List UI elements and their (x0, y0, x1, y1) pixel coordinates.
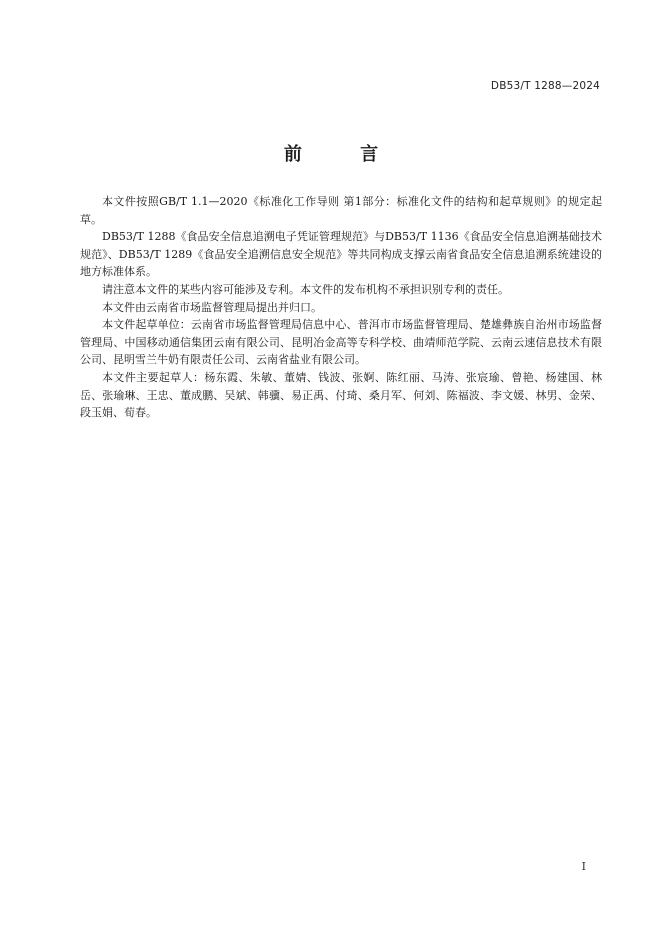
paragraph-drafting-units: 本文件起草单位：云南省市场监督管理局信息中心、普洱市市场监督管理局、楚雄彝族自治州市场监督管理局、中国移动通信集团云南有限公司、昆明冶金高等专科学校、曲靖师范学院、云南云速信息技术有限公司、昆明雪兰牛奶有限责任公司、云南省盐业有限公司。 (80, 318, 602, 367)
paragraph-patent-notice: 请注意本文件的某些内容可能涉及专利。本文件的发布机构不承担识别专利的责任。 (102, 282, 509, 296)
paragraph-proposer: 本文件由云南省市场监督管理局提出并归口。 (102, 300, 322, 314)
paragraph-drafters: 本文件主要起草人：杨东霞、朱敏、董婧、钱波、张婀、陈红丽、马涛、张宸瑜、曾艳、杨建国、林岳、张瑜琳、王忠、董成鹏、吴斌、韩骥、易正禹、付琦、桑月军、何刘、陈福波、李文媛、林男、金荣、段玉娟、荀春。 (80, 370, 602, 420)
page-title: 前 言 (283, 144, 405, 165)
page-number: I (581, 860, 586, 873)
document-code: DB53/T 1288—2024 (490, 80, 600, 92)
preface-body (80, 193, 602, 422)
paragraph-drafting-rules: 本文件按照GB/T 1.1—2020《标准化工作导则 第1部分：标准化文件的结构和起草规则》的规定起草。 (80, 195, 602, 226)
paragraph-standard-system: DB53/T 1288《食品安全信息追溯电子凭证管理规范》与DB53/T 1136《食品安全信息追溯基础技术规范》、DB53/T 1289《食品安全追溯信息安全规范》等共同构成支撑云南省食品安全信息追溯系统建设的地方标准体系。 (80, 230, 602, 279)
